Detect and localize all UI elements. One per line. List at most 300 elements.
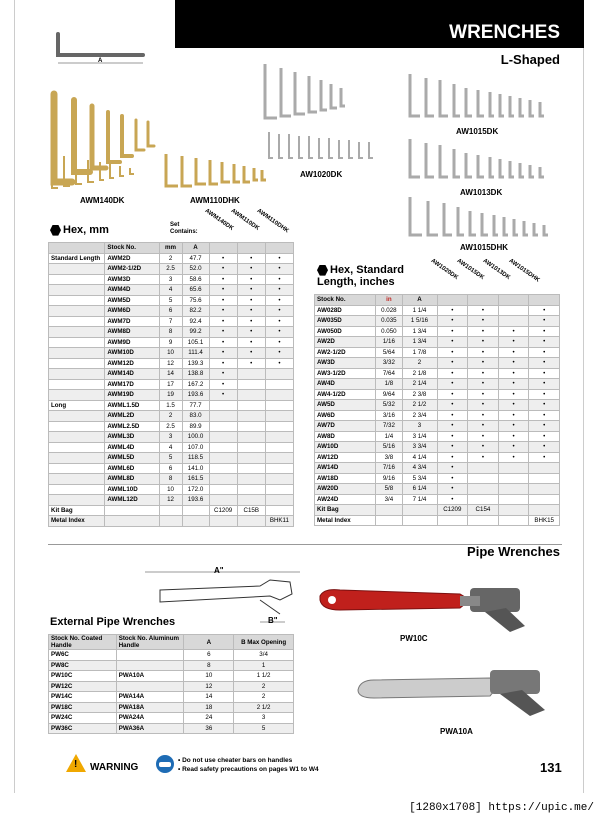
col-stock: Stock No.	[105, 243, 159, 254]
table-row	[315, 400, 560, 411]
table-cell: AWM10D	[105, 348, 159, 359]
table-row	[49, 723, 294, 734]
table-cell: PW6C	[49, 650, 117, 661]
table-cell	[498, 515, 529, 526]
table-cell: PWA14A	[116, 692, 184, 703]
table-cell: 9/16	[376, 473, 402, 484]
table-cell: 10	[184, 671, 234, 682]
table-cell	[237, 379, 265, 390]
table-cell: 6	[159, 463, 182, 474]
table-cell: •	[529, 368, 560, 379]
table-cell: AW4D	[315, 379, 376, 390]
table-cell: AW050D	[315, 326, 376, 337]
col-in: in	[376, 295, 402, 306]
table-cell: AW2D	[315, 337, 376, 348]
table-cell: 6 1/4	[402, 484, 437, 495]
table-cell: PW14C	[49, 692, 117, 703]
col-mm: mm	[159, 243, 182, 254]
table-row	[49, 285, 294, 296]
table-cell: 5/16	[376, 442, 402, 453]
table-cell: 3/32	[376, 358, 402, 369]
table-cell: BHK11	[265, 516, 293, 527]
col-a: A	[402, 295, 437, 306]
table-cell: •	[237, 264, 265, 275]
col-alum: Stock No. Aluminum Handle	[116, 635, 184, 650]
table-cell	[209, 516, 237, 527]
table-cell: AW035D	[315, 316, 376, 327]
table-cell: •	[437, 379, 468, 390]
hex-icon	[317, 265, 328, 276]
table-cell: •	[529, 379, 560, 390]
table-cell: 77.7	[182, 400, 209, 411]
pwa10a-image	[350, 650, 560, 725]
table-cell: 2.5	[159, 264, 182, 275]
table-cell	[237, 390, 265, 401]
col-set1	[209, 243, 237, 254]
table-row	[315, 347, 560, 358]
section-subtitle: L-Shaped	[500, 52, 560, 67]
table-row	[49, 411, 294, 422]
table-cell	[49, 327, 105, 338]
table-cell: •	[437, 347, 468, 358]
table-cell: 2 3/4	[402, 410, 437, 421]
table-cell: •	[468, 368, 499, 379]
table-cell: 4	[159, 285, 182, 296]
dim-a-pipe: A"	[214, 566, 224, 575]
col-coated: Stock No. Coated Handle	[49, 635, 117, 650]
table-row	[315, 452, 560, 463]
table-cell: •	[209, 306, 237, 317]
table-cell	[498, 305, 529, 316]
table-cell: 10	[159, 484, 182, 495]
set-name-2: AWM110DK	[229, 208, 261, 232]
aw1020dk-image	[255, 58, 400, 168]
aw1015dhk-image	[400, 193, 560, 243]
table-cell: AWM7D	[105, 316, 159, 327]
table-cell	[402, 515, 437, 526]
table-cell: •	[437, 452, 468, 463]
table-cell	[209, 411, 237, 422]
std-set-name-3: AW1013DK	[481, 258, 511, 282]
table-cell: 6	[159, 306, 182, 317]
table-cell	[49, 453, 105, 464]
table-cell	[376, 505, 402, 516]
table-cell	[49, 411, 105, 422]
table-cell: 14	[184, 692, 234, 703]
table-cell	[265, 505, 293, 516]
footer-watermark: [1280x1708] https://upic.me/	[409, 802, 594, 814]
table-row	[49, 390, 294, 401]
table-cell: 7	[159, 316, 182, 327]
table-cell	[49, 432, 105, 443]
table-row	[315, 389, 560, 400]
table-cell: •	[237, 348, 265, 359]
table-cell: •	[468, 389, 499, 400]
table-cell: AWML6D	[105, 463, 159, 474]
table-cell	[265, 442, 293, 453]
table-cell: PW24C	[49, 713, 117, 724]
table-cell: AW3-1/2D	[315, 368, 376, 379]
warning-label: WARNING	[90, 762, 139, 773]
table-cell	[498, 463, 529, 474]
table-row	[315, 473, 560, 484]
table-cell: 1/8	[376, 379, 402, 390]
table-cell: 3 1/4	[402, 431, 437, 442]
table-cell: Standard Length	[49, 253, 105, 264]
table-cell: 9/64	[376, 389, 402, 400]
table-cell	[209, 474, 237, 485]
table-row	[315, 421, 560, 432]
table-cell	[437, 515, 468, 526]
table-row	[49, 660, 294, 671]
table-cell: PW36C	[49, 723, 117, 734]
table-cell: •	[209, 358, 237, 369]
pw10c-image	[310, 570, 540, 640]
col-set3	[498, 295, 529, 306]
table-cell: •	[437, 494, 468, 505]
table-cell: 2.5	[159, 421, 182, 432]
table-cell	[468, 463, 499, 474]
table-row	[49, 274, 294, 285]
table-cell: C1209	[437, 505, 468, 516]
table-cell: •	[209, 369, 237, 380]
col-b: B Max Opening	[234, 635, 294, 650]
table-cell	[209, 495, 237, 506]
table-row	[315, 494, 560, 505]
table-cell: AWM2D	[105, 253, 159, 264]
table-cell: 1 3/4	[402, 326, 437, 337]
table-cell: 3 3/4	[402, 442, 437, 453]
table-row	[49, 495, 294, 506]
table-cell: •	[437, 463, 468, 474]
table-cell	[49, 348, 105, 359]
table-cell: 3	[159, 432, 182, 443]
table-cell: PW10C	[49, 671, 117, 682]
table-cell: 7 1/4	[402, 494, 437, 505]
table-cell	[49, 474, 105, 485]
table-row	[49, 702, 294, 713]
table-cell: 65.6	[182, 285, 209, 296]
table-cell: 3/4	[234, 650, 294, 661]
table-cell: AW4-1/2D	[315, 389, 376, 400]
table-cell: 8	[184, 660, 234, 671]
table-cell: •	[437, 358, 468, 369]
table-cell: •	[468, 452, 499, 463]
table-row	[315, 326, 560, 337]
table-cell: 1 5/16	[402, 316, 437, 327]
warning-exclamation: !	[74, 759, 78, 770]
table-cell	[265, 400, 293, 411]
table-row	[49, 400, 294, 411]
col-blank	[49, 243, 105, 254]
table-cell: C15B	[237, 505, 265, 516]
table-cell: •	[209, 295, 237, 306]
table-cell: 2	[402, 358, 437, 369]
table-cell: 111.4	[182, 348, 209, 359]
table-row	[49, 295, 294, 306]
table-cell: •	[437, 337, 468, 348]
table-row	[49, 505, 294, 516]
table-cell: 2	[159, 411, 182, 422]
ext-pipe-title: External Pipe Wrenches	[50, 616, 176, 628]
table-cell	[498, 473, 529, 484]
table-cell: 105.1	[182, 337, 209, 348]
table-cell: •	[437, 400, 468, 411]
table-cell: 2	[234, 681, 294, 692]
table-cell	[376, 515, 402, 526]
table-cell: •	[498, 358, 529, 369]
table-cell	[237, 432, 265, 443]
table-row	[49, 327, 294, 338]
table-cell: 5 3/4	[402, 473, 437, 484]
table-cell	[468, 515, 499, 526]
table-cell	[49, 379, 105, 390]
table-cell: AW2-1/2D	[315, 347, 376, 358]
table-cell: •	[498, 442, 529, 453]
table-cell: •	[498, 347, 529, 358]
table-row	[49, 713, 294, 724]
table-cell: AW5D	[315, 400, 376, 411]
table-cell: 75.6	[182, 295, 209, 306]
table-cell	[265, 495, 293, 506]
table-cell: 2 1/4	[402, 379, 437, 390]
table-cell	[209, 421, 237, 432]
table-cell: 141.0	[182, 463, 209, 474]
table-cell	[265, 390, 293, 401]
table-cell	[498, 494, 529, 505]
table-cell: AWM9D	[105, 337, 159, 348]
table-cell: •	[468, 431, 499, 442]
table-cell	[237, 516, 265, 527]
table-cell: •	[498, 431, 529, 442]
table-cell: AWM2-1/2D	[105, 264, 159, 275]
table-cell: 1	[234, 660, 294, 671]
table-row	[315, 305, 560, 316]
table-cell: 4 3/4	[402, 463, 437, 474]
table-cell: •	[529, 421, 560, 432]
table-cell: 92.4	[182, 316, 209, 327]
table-row	[49, 442, 294, 453]
table-cell	[209, 484, 237, 495]
table-cell: •	[529, 431, 560, 442]
table-row	[315, 368, 560, 379]
table-cell: 9	[159, 337, 182, 348]
table-cell: 58.6	[182, 274, 209, 285]
table-row	[49, 671, 294, 682]
table-cell	[49, 369, 105, 380]
table-cell: 12	[159, 358, 182, 369]
table-row	[315, 463, 560, 474]
table-cell	[237, 442, 265, 453]
table-row	[49, 358, 294, 369]
set-contains-label: Set Contains:	[170, 222, 198, 235]
table-cell: •	[209, 253, 237, 264]
table-cell: 8	[159, 474, 182, 485]
table-cell: •	[468, 347, 499, 358]
table-cell	[49, 421, 105, 432]
table-cell: •	[529, 410, 560, 421]
table-cell: 193.6	[182, 390, 209, 401]
dim-b-pipe: B"	[268, 616, 278, 625]
table-cell: 3	[234, 713, 294, 724]
table-row	[315, 316, 560, 327]
hex-std-table	[314, 294, 560, 526]
table-row	[315, 515, 560, 526]
table-cell: AWML2D	[105, 411, 159, 422]
table-cell: •	[265, 316, 293, 327]
table-cell: •	[529, 358, 560, 369]
table-cell: C1209	[209, 505, 237, 516]
awm110dhk-label: AWM110DHK	[190, 196, 240, 205]
set-name-1: AWM140DK	[203, 208, 235, 233]
table-cell: •	[437, 305, 468, 316]
table-cell: 3/16	[376, 410, 402, 421]
table-cell: 14	[159, 369, 182, 380]
table-cell	[237, 453, 265, 464]
page-title: WRENCHES	[175, 0, 584, 48]
table-cell: 4	[159, 442, 182, 453]
table-cell	[209, 453, 237, 464]
table-row	[49, 453, 294, 464]
table-cell: AWM17D	[105, 379, 159, 390]
table-cell: •	[529, 337, 560, 348]
table-cell	[265, 379, 293, 390]
table-cell: •	[498, 368, 529, 379]
table-cell: •	[529, 326, 560, 337]
table-cell	[529, 463, 560, 474]
table-cell: •	[498, 452, 529, 463]
table-cell: PW18C	[49, 702, 117, 713]
table-cell: •	[468, 410, 499, 421]
table-cell: •	[468, 442, 499, 453]
table-cell	[49, 337, 105, 348]
hex-std-title: Hex, Standard Length, inches	[317, 264, 404, 288]
table-cell	[49, 306, 105, 317]
table-cell	[209, 463, 237, 474]
table-cell: 12	[184, 681, 234, 692]
table-cell	[49, 495, 105, 506]
warning-line-2: • Read safety precautions on pages W1 to W4	[178, 766, 319, 773]
table-cell: Kit Bag	[315, 505, 376, 516]
table-cell	[116, 660, 184, 671]
table-cell: •	[209, 274, 237, 285]
table-cell: AWML2.5D	[105, 421, 159, 432]
table-cell: 139.3	[182, 358, 209, 369]
table-cell: 99.2	[182, 327, 209, 338]
table-cell: AWM5D	[105, 295, 159, 306]
table-row	[49, 692, 294, 703]
col-set3	[265, 243, 293, 254]
table-cell: •	[265, 253, 293, 264]
table-cell: •	[437, 326, 468, 337]
table-cell: 2	[234, 692, 294, 703]
table-cell	[498, 505, 529, 516]
hex-icon	[50, 225, 61, 236]
table-cell	[265, 474, 293, 485]
col-set4	[529, 295, 560, 306]
table-cell: •	[237, 285, 265, 296]
table-cell	[265, 432, 293, 443]
table-cell: •	[209, 264, 237, 275]
table-cell	[265, 453, 293, 464]
table-cell: 0.050	[376, 326, 402, 337]
aw1015dk-image	[400, 70, 560, 125]
table-cell	[49, 316, 105, 327]
dimension-sketch	[48, 30, 158, 70]
table-row	[49, 337, 294, 348]
table-cell: 10	[159, 348, 182, 359]
col-a: A	[184, 635, 234, 650]
table-cell	[237, 411, 265, 422]
table-row	[49, 316, 294, 327]
table-cell	[49, 484, 105, 495]
table-row	[49, 306, 294, 317]
table-cell: •	[209, 379, 237, 390]
table-cell: •	[237, 274, 265, 285]
table-cell: •	[468, 358, 499, 369]
table-cell: PWA10A	[116, 671, 184, 682]
table-cell: PW12C	[49, 681, 117, 692]
table-cell	[116, 681, 184, 692]
table-row	[49, 348, 294, 359]
table-cell: •	[468, 305, 499, 316]
table-row	[315, 442, 560, 453]
table-cell: 5/64	[376, 347, 402, 358]
table-cell: AW20D	[315, 484, 376, 495]
table-cell: 5	[159, 295, 182, 306]
table-cell	[49, 358, 105, 369]
table-cell	[105, 505, 159, 516]
table-cell: 3/8	[376, 452, 402, 463]
table-cell: •	[498, 326, 529, 337]
table-row	[49, 421, 294, 432]
table-cell: 107.0	[182, 442, 209, 453]
table-cell: 7/64	[376, 368, 402, 379]
table-cell	[237, 421, 265, 432]
table-cell: AWML10D	[105, 484, 159, 495]
table-cell: 1 1/4	[402, 305, 437, 316]
table-cell	[265, 484, 293, 495]
table-cell: BHK15	[529, 515, 560, 526]
table-cell	[529, 494, 560, 505]
table-cell	[468, 484, 499, 495]
table-cell	[265, 411, 293, 422]
table-cell	[529, 505, 560, 516]
table-cell: PWA36A	[116, 723, 184, 734]
table-cell	[49, 390, 105, 401]
aw1020dk-label: AW1020DK	[300, 170, 343, 179]
table-cell: AWM8D	[105, 327, 159, 338]
table-cell: PWA24A	[116, 713, 184, 724]
table-cell: PWA18A	[116, 702, 184, 713]
table-cell: 2 3/8	[402, 389, 437, 400]
table-cell: 1/4	[376, 431, 402, 442]
table-cell: •	[468, 337, 499, 348]
table-cell: 138.8	[182, 369, 209, 380]
aw1013dk-image	[400, 135, 560, 185]
table-cell: AWM4D	[105, 285, 159, 296]
table-cell: •	[437, 316, 468, 327]
table-cell: •	[209, 327, 237, 338]
table-cell	[49, 264, 105, 275]
table-cell: 2 1/2	[234, 702, 294, 713]
table-cell: 5	[234, 723, 294, 734]
table-cell: 5/8	[376, 484, 402, 495]
table-row	[49, 484, 294, 495]
std-set-name-2: AW1015DK	[455, 258, 485, 282]
table-cell: 1 7/8	[402, 347, 437, 358]
table-cell: AW12D	[315, 452, 376, 463]
